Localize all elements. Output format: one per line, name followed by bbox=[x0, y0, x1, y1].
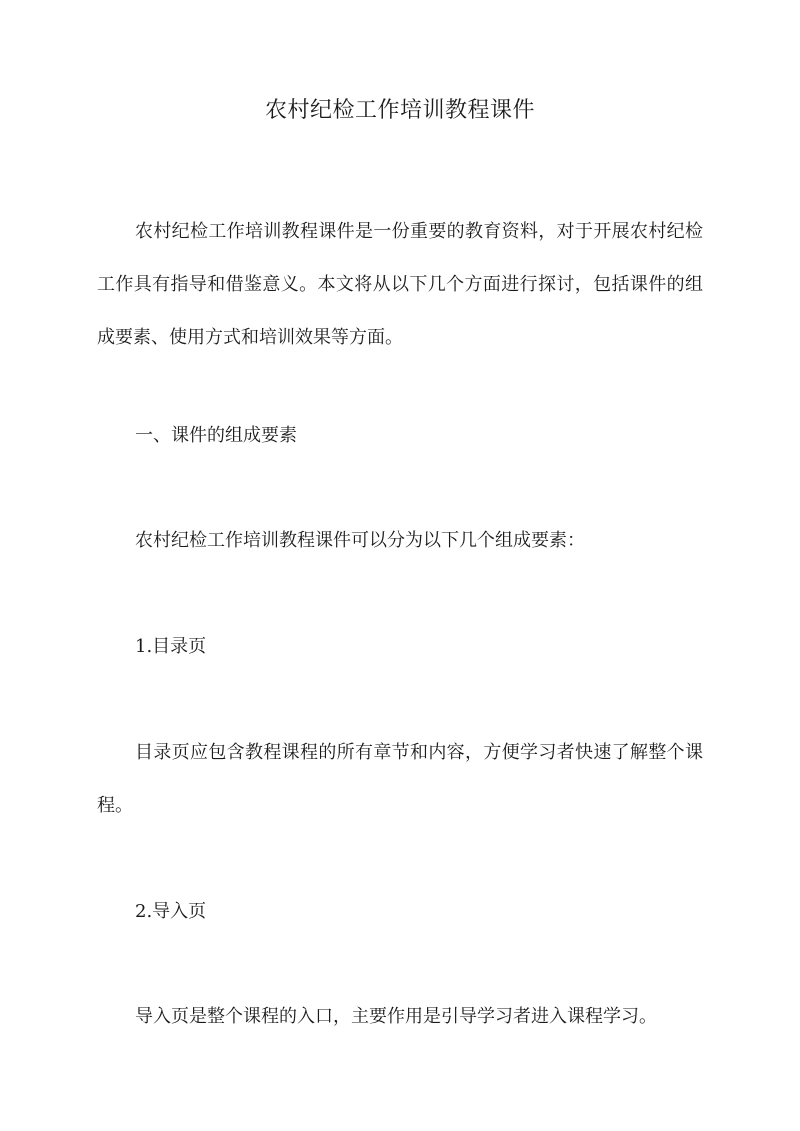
item-heading-toc: 1.目录页 bbox=[135, 636, 207, 657]
item-description-toc: 目录页应包含教程课程的所有章节和内容，方便学习者快速了解整个课程。 bbox=[97, 742, 703, 816]
document-title: 农村纪检工作培训教程课件 bbox=[264, 98, 535, 123]
section-intro-paragraph: 农村纪检工作培训教程课件可以分为以下几个组成要素： bbox=[135, 530, 585, 551]
section-heading: 一、课件的组成要素 bbox=[135, 425, 297, 446]
intro-paragraph: 农村纪检工作培训教程课件是一份重要的教育资料，对于开展农村纪检工作具有指导和借鉴意义。本文将从以下几个方面进行探讨，包括课件的组成要素、使用方式和培训效果等方面。 bbox=[97, 221, 703, 348]
item-heading-intro-page: 2.导入页 bbox=[135, 901, 207, 922]
item-description-intro-page: 导入页是整个课程的入口，主要作用是引导学习者进入课程学习。 bbox=[135, 1006, 657, 1027]
